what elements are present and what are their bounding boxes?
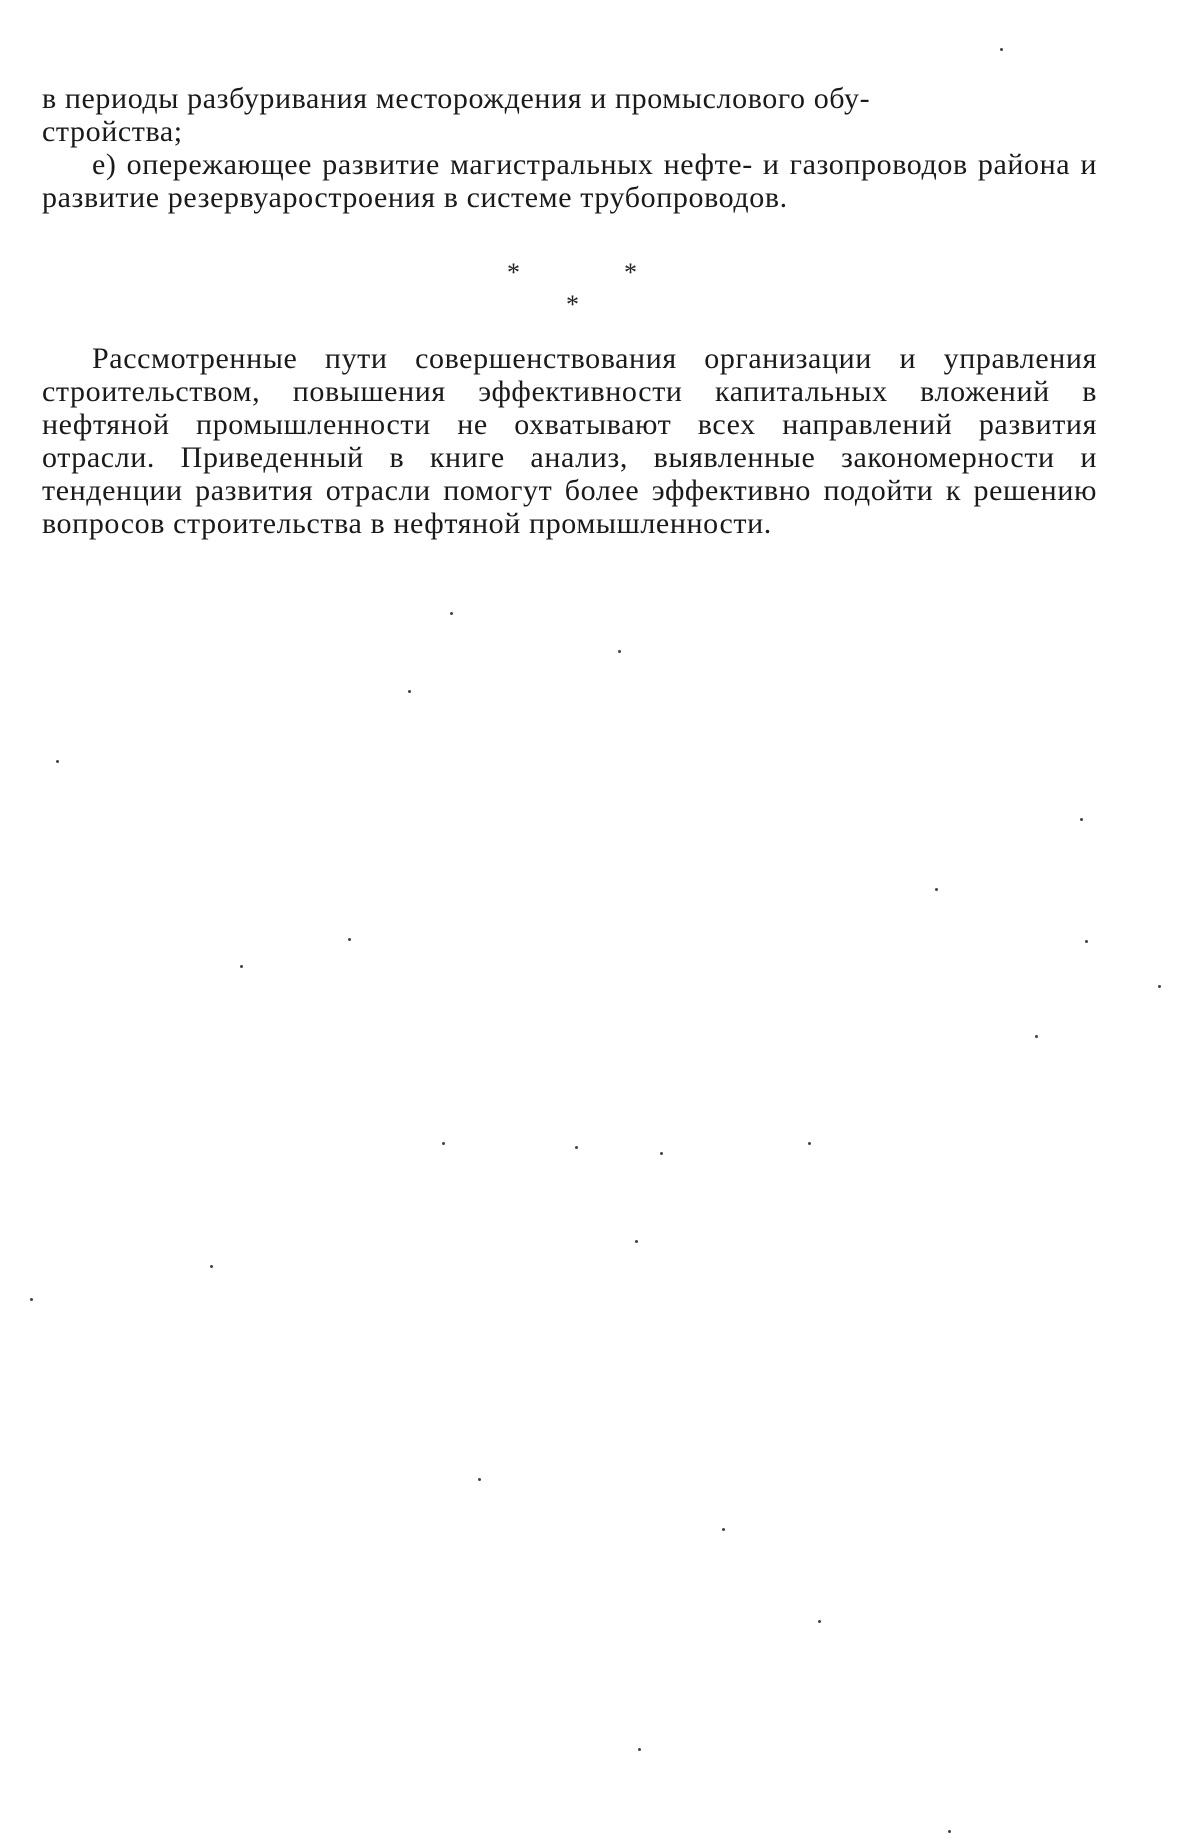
- scan-speck: [948, 1830, 951, 1833]
- scan-speck: [722, 1528, 725, 1531]
- list-item-e: е) опережающее развитие магистральных нефте- и газопроводов района и развитие резервуаростроения в системе трубопроводов.: [42, 148, 1097, 214]
- scan-speck: [450, 612, 453, 615]
- scan-speck: [348, 938, 351, 941]
- conclusion-paragraph: Рассмотренные пути совершенствования организации и управления строительством, повышения эффективности капитальных вложений в нефтяной промышленности не охватывают всех направлений развития отрасли. Приведенный в книге анализ, выявленные закономерности и тенденции развития отрасли помогут более эффективно подойти к решению вопросов строительства в нефтяной промышленности.: [42, 342, 1097, 540]
- scan-speck: [635, 1240, 638, 1243]
- scan-speck: [1035, 1035, 1038, 1038]
- scan-speck: [408, 690, 411, 693]
- scan-speck: [818, 1620, 821, 1623]
- separator-star-bottom: *: [566, 290, 579, 319]
- scan-speck: [210, 1265, 213, 1268]
- conclusion-section: [42, 342, 1097, 540]
- scan-speck: [1158, 985, 1161, 988]
- continuation-line-1: в периоды разбуривания месторождения и промыслового обу-: [42, 82, 871, 115]
- scan-speck: [1000, 48, 1003, 51]
- scan-speck: [660, 1152, 663, 1155]
- separator-star-left: *: [507, 258, 520, 287]
- scan-speck: [56, 760, 59, 763]
- scan-speck: [478, 1478, 481, 1481]
- list-section: [42, 82, 1097, 214]
- scan-speck: [442, 1142, 445, 1145]
- scan-speck: [1080, 818, 1083, 821]
- scan-speck: [618, 650, 621, 653]
- scan-speck: [240, 965, 243, 968]
- scan-speck: [575, 1146, 578, 1149]
- scan-speck: [638, 1748, 641, 1751]
- separator-star-right: *: [624, 258, 637, 287]
- scan-speck: [1085, 940, 1088, 943]
- scan-speck: [935, 888, 938, 891]
- scan-speck: [808, 1142, 811, 1145]
- scan-speck: [30, 1298, 33, 1301]
- continuation-line-2: стройства;: [42, 115, 183, 148]
